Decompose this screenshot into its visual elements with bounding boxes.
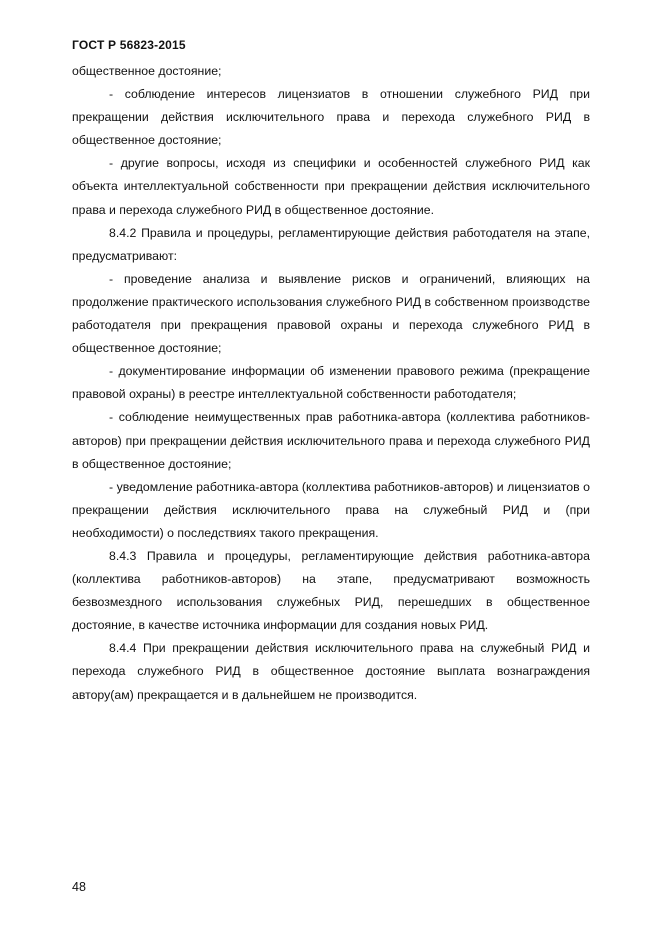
document-body <box>72 60 590 707</box>
clause-8-4-3: 8.4.3 Правила и процедуры, регламентирующие действия работника-автора (коллектива работников-авторов) на этапе, предусматривают возможность безвозмездного использования служебных РИД, перешедших в общественное достояние, в качестве источника информации для создания новых РИД. <box>72 548 590 633</box>
list-item-notification: - уведомление работника-автора (коллектива работников-авторов) и лицензиатов о прекращении действия исключительного права на служебный РИД и (при необходимости) о последствиях такого прекращения. <box>72 479 590 540</box>
list-item-licensee-interests: - соблюдение интересов лицензиатов в отношении служебного РИД при прекращении действия исключительного права и перехода служебного РИД в общественное достояние; <box>72 87 590 148</box>
clause-8-4-2: 8.4.2 Правила и процедуры, регламентирующие действия работодателя на этапе, предусматривают: <box>72 225 590 263</box>
standard-header: ГОСТ Р 56823-2015 <box>72 38 186 52</box>
list-item-moral-rights: - соблюдение неимущественных прав работника-автора (коллектива работников-авторов) при прекращении действия исключительного права и перехода служебного РИД в общественное достояние; <box>72 410 590 471</box>
list-item-documenting: - документирование информации об изменении правового режима (прекращение правовой охраны) в реестре интеллектуальной собственности работодателя; <box>72 364 590 402</box>
page-number: 48 <box>72 880 86 894</box>
list-item-other-questions: - другие вопросы, исходя из специфики и особенностей служебного РИД как объекта интеллектуальной собственности при прекращении действия исключительного права и перехода служебного РИД в общественное достояние. <box>72 156 590 217</box>
paragraph-continuation: общественное достояние; <box>72 64 222 78</box>
list-item-risk-analysis: - проведение анализа и выявление рисков и ограничений, влияющих на продолжение практического использования служебного РИД в собственном производстве работодателя при прекращения правовой охраны и перехода служебного РИД в общественное достояние; <box>72 271 590 356</box>
clause-8-4-4: 8.4.4 При прекращении действия исключительного права на служебный РИД и перехода служебного РИД в общественное достояние выплата вознаграждения автору(ам) прекращается и в дальнейшем не производится. <box>72 641 590 702</box>
